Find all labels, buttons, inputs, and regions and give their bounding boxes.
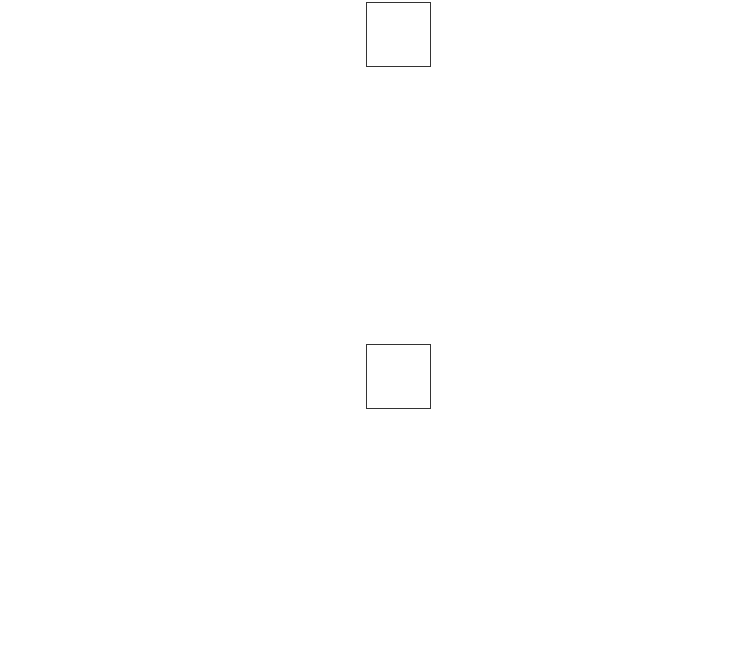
top-pattern-grid bbox=[366, 2, 431, 67]
numbered-grid bbox=[366, 344, 431, 409]
